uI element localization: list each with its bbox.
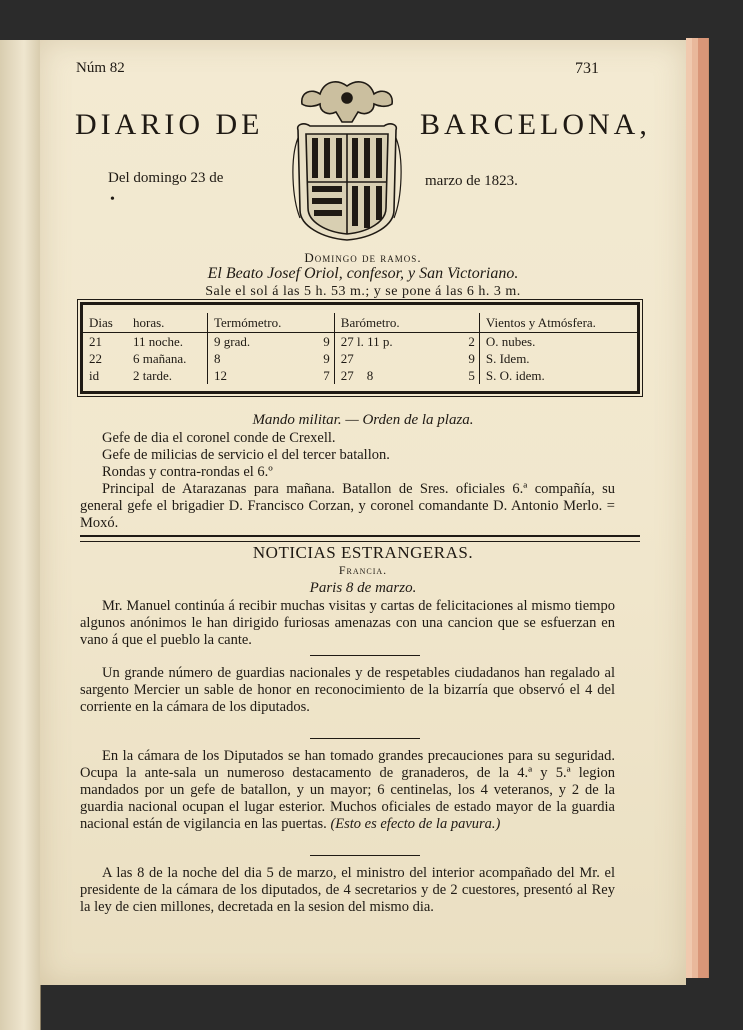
cell-termometro: 8	[208, 350, 301, 367]
cell-hora: 6 mañana.	[133, 351, 187, 366]
cell-barometro-frac: 9	[468, 351, 475, 366]
weather-header-row	[83, 313, 637, 333]
saints-of-day: El Beato Josef Oriol, confesor, y San Victoriano.	[207, 265, 519, 282]
cell-termometro-frac: 9	[323, 351, 330, 366]
page-number: 731	[575, 60, 599, 77]
table-row	[83, 333, 637, 351]
cell-vientos: O. nubes.	[479, 333, 637, 351]
facing-page-edge	[0, 40, 41, 1030]
mando-line: Gefe de dia el coronel conde de Crexell.	[102, 430, 336, 446]
dateline: Paris 8 de marzo.	[309, 580, 417, 596]
table-row	[83, 350, 637, 367]
col-dias: Dias	[83, 313, 127, 333]
cell-termometro: 12	[208, 367, 301, 384]
cell-vientos: S. O. idem.	[479, 367, 637, 384]
cell-barometro-mid: 8	[366, 368, 374, 383]
cell-barometro-frac: 5	[468, 368, 475, 383]
cell-barometro-main: 27	[340, 368, 354, 383]
country-heading: Francia.	[338, 563, 388, 577]
sunrise-sunset: Sale el sol á las 5 h. 53 m.; y se pone á las 6 h. 3 m.	[205, 284, 521, 299]
cell-barometro: 27 l. 11 p.	[334, 333, 448, 351]
ornament-dot: •	[110, 192, 115, 207]
weather-table	[80, 302, 640, 394]
paragraph-rule	[310, 738, 420, 739]
date-left: Del domingo 23 de	[108, 170, 224, 186]
col-barometro: Barómetro.	[334, 313, 479, 333]
cell-dia: 21	[89, 334, 102, 349]
masthead-right: BARCELONA,	[420, 108, 651, 141]
cell-termometro: 9 grad.	[208, 333, 301, 351]
news-paragraph-text: En la cámara de los Diputados se han tomado grandes precauciones para su seguridad. Ocupa la ante-sala un numeroso destacamento de granaderos, de la 4.ª y 5.ª legion mandados por un gefe de batallon, y un mayor; 6 centinelas, los 4 veteranos, y 2 de la guardia nacional ocupan el lugar esterior. Muchos oficiales de estado mayor de la guardia nacional están de vigilancia en las puertas.	[80, 748, 615, 832]
table-row	[83, 367, 637, 384]
cell-termometro-frac: 9	[323, 334, 330, 349]
col-vientos: Vientos y Atmósfera.	[479, 313, 637, 333]
date-right: marzo de 1823.	[425, 173, 518, 189]
paragraph-rule	[310, 855, 420, 856]
cell-hora: 11 noche.	[133, 334, 184, 349]
mando-line: Gefe de milicias de servicio el del tercer batallon.	[102, 447, 390, 463]
section-divider	[80, 535, 640, 542]
newspaper-page	[40, 40, 686, 985]
cell-vientos: S. Idem.	[479, 350, 637, 367]
news-paragraph: A las 8 de la noche del dia 5 de marzo, el ministro del interior acompañado del Mr. el presidente de la cámara de los diputados, de 4 secretarios y de 2 cuestores, presentó al Rey la ley de cien millones, decretada en la sesion del mismo dia.	[80, 865, 615, 915]
liturgical-day: Domingo de ramos.	[304, 250, 422, 265]
cell-dia: id	[89, 368, 100, 383]
italic-note: (Esto es efecto de la pavura.)	[330, 816, 501, 832]
col-termometro: Termómetro.	[208, 313, 335, 333]
cell-hora: 2 tarde.	[133, 368, 172, 383]
cell-barometro: 27	[334, 350, 448, 367]
mando-line: Rondas y contra-rondas el 6.º	[102, 464, 273, 480]
paragraph-rule	[310, 655, 420, 656]
issue-number: Núm 82	[76, 60, 125, 76]
cell-dia: 22	[89, 351, 102, 366]
noticias-heading: NOTICIAS ESTRANGERAS.	[252, 543, 474, 562]
page-stack-edge	[698, 38, 709, 978]
coat-of-arms-icon	[286, 78, 408, 244]
cell-termometro-frac: 7	[323, 368, 330, 383]
news-paragraph	[80, 748, 615, 833]
news-paragraph: Un grande número de guardias nacionales y de respetables ciudadanos han regalado al sargento Mercier un sable de honor en reconocimiento de la bizarría que observó el 4 del corriente en la cámara de los diputados.	[80, 665, 615, 715]
col-horas: horas.	[127, 313, 208, 333]
mando-line: Principal de Atarazanas para mañana. Batallon de Sres. oficiales 6.ª compañía, su general gefe el brigadier D. Francisco Corzan, y coronel comandante D. Antonio Merlo. = Moxó.	[80, 481, 615, 531]
masthead-left: DIARIO DE	[75, 108, 264, 141]
mando-militar-title: Mando militar. — Orden de la plaza.	[252, 412, 474, 428]
cell-barometro	[334, 367, 448, 384]
news-paragraph: Mr. Manuel continúa á recibir muchas visitas y cartas de felicitaciones al mismo tiempo algunos anónimos le han dirigido furiosas amenazas con una cancion que se esfuerzan en vano á que el pueblo la cante.	[80, 598, 615, 648]
cell-barometro-frac: 2	[468, 334, 475, 349]
